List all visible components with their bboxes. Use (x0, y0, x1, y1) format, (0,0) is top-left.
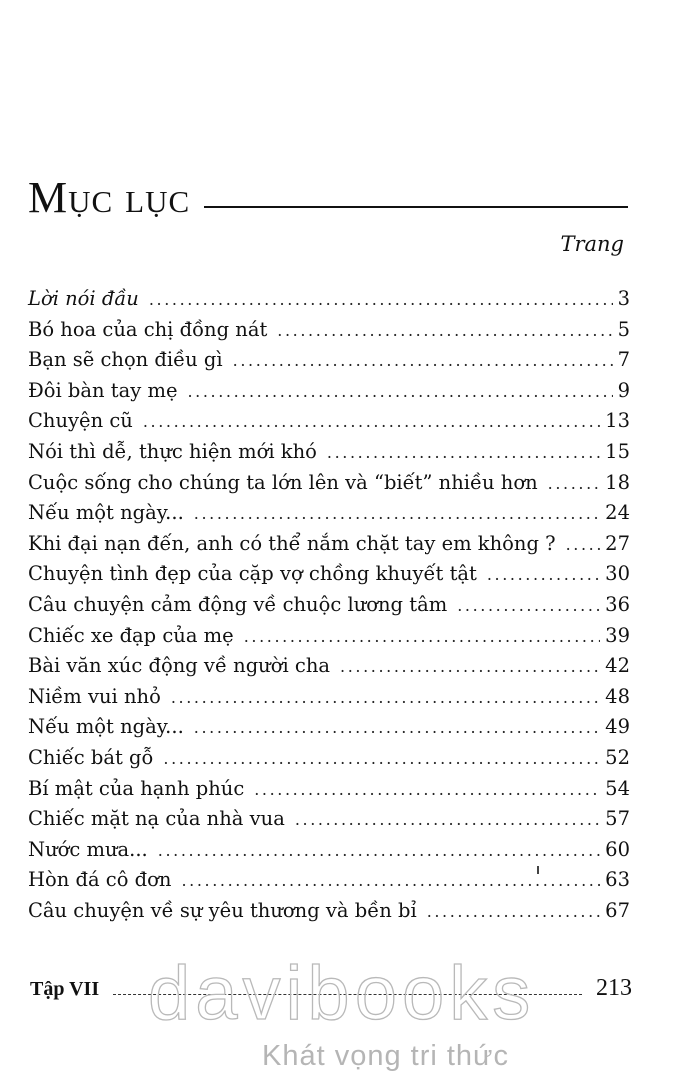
toc-entry-page: 13 (605, 409, 630, 433)
toc-entry-title: Nếu một ngày... (28, 501, 184, 525)
toc-entry-page: 67 (605, 898, 630, 922)
toc-entry (28, 777, 630, 808)
toc-entry (28, 868, 630, 899)
toc-entry-title: Chiếc bát gỗ (28, 745, 154, 769)
toc-entry-title: Lời nói đầu (28, 287, 139, 310)
toc-entry (28, 318, 630, 349)
toc-leader-dots (295, 810, 600, 829)
toc-entry (28, 685, 630, 716)
toc-entry-title: Chuyện tình đẹp của cặp vợ chồng khuyết tật (28, 562, 477, 586)
toc-entry-title: Nếu một ngày... (28, 715, 184, 739)
toc-entry (28, 838, 630, 869)
toc-entry-page: 49 (605, 715, 630, 739)
toc-leader-dots (487, 565, 600, 584)
toc-entry-page: 27 (605, 531, 630, 555)
toc-entry-title: Cuộc sống cho chúng ta lớn lên và “biết” nhiều hơn (28, 470, 538, 494)
toc-entry-title: Chiếc xe đạp của mẹ (28, 623, 234, 647)
toc-leader-dots (457, 596, 600, 615)
toc-leader-dots (163, 749, 600, 768)
toc-entry (28, 532, 630, 563)
toc-entry-title: Chuyện cũ (28, 409, 133, 433)
toc-entry (28, 654, 630, 685)
toc-leader-dots (277, 321, 612, 340)
toc-entry-page: 18 (605, 470, 630, 494)
toc-entry (28, 348, 630, 379)
toc-leader-dots (340, 657, 600, 676)
toc-leader-dots (158, 841, 600, 860)
toc-entry (28, 899, 630, 930)
toc-entry-page: 9 (617, 378, 630, 402)
toc-entry-title: Nói thì dễ, thực hiện mới khó (28, 439, 317, 463)
toc-entry (28, 287, 630, 318)
toc-entry-title: Chiếc mặt nạ của nhà vua (28, 807, 285, 831)
toc-entry-title: Bài văn xúc động về người cha (28, 654, 331, 678)
toc-list (28, 287, 630, 929)
toc-leader-dots (181, 871, 600, 890)
toc-entry-page: 48 (605, 684, 630, 708)
toc-entry-title: Bí mật của hạnh phúc (28, 776, 245, 800)
toc-leader-dots (427, 902, 600, 921)
scan-speck (537, 866, 539, 874)
toc-leader-dots (194, 718, 600, 737)
toc-entry-page: 5 (617, 317, 630, 341)
toc-leader-dots (188, 382, 613, 401)
toc-entry-title: Bạn sẽ chọn điều gì (28, 348, 223, 372)
toc-entry-page: 39 (605, 623, 630, 647)
watermark-brand: davibooks (148, 951, 536, 1036)
toc-entry (28, 807, 630, 838)
toc-leader-dots (548, 474, 601, 493)
toc-entry-page: 15 (605, 439, 630, 463)
toc-entry-title: Hòn đá cô đơn (28, 868, 172, 892)
toc-leader-dots (194, 504, 600, 523)
toc-entry-page: 36 (605, 592, 630, 616)
toc-entry-title: Nước mưa... (28, 837, 148, 861)
toc-entry-page: 42 (605, 654, 630, 678)
toc-leader-dots (233, 351, 613, 370)
toc-entry (28, 715, 630, 746)
toc-entry-page: 63 (605, 868, 630, 892)
page-number: 213 (596, 975, 632, 1001)
toc-entry-page: 7 (617, 348, 630, 372)
toc-entry-title: Niềm vui nhỏ (28, 684, 161, 708)
toc-entry-title: Câu chuyện về sự yêu thương và bền bỉ (28, 898, 417, 922)
toc-entry-title: Câu chuyện cảm động về chuộc lương tâm (28, 592, 448, 616)
toc-entry-page: 52 (605, 745, 630, 769)
toc-entry (28, 471, 630, 502)
toc-leader-dots (327, 443, 600, 462)
toc-heading (28, 170, 628, 220)
toc-leader-dots (149, 290, 613, 309)
watermark-slogan: Khát vọng tri thức (262, 1040, 509, 1072)
toc-leader-dots (254, 780, 600, 799)
toc-entry-page: 3 (617, 287, 630, 310)
toc-entry (28, 501, 630, 532)
page-column-label: Trang (560, 232, 624, 256)
toc-entry (28, 562, 630, 593)
toc-entry-page: 24 (605, 501, 630, 525)
toc-entry (28, 440, 630, 471)
toc-entry-title: Khi đại nạn đến, anh có thể nắm chặt tay em không ? (28, 531, 556, 555)
toc-leader-dots (566, 535, 601, 554)
toc-entry (28, 746, 630, 777)
heading-underline (204, 206, 628, 208)
toc-leader-dots (143, 412, 600, 431)
toc-entry (28, 379, 630, 410)
toc-entry (28, 593, 630, 624)
toc-entry-page: 30 (605, 562, 630, 586)
toc-leader-dots (171, 688, 600, 707)
toc-leader-dots (244, 627, 600, 646)
toc-entry (28, 624, 630, 655)
page-title: Mục lục (28, 173, 191, 222)
toc-entry-page: 57 (605, 807, 630, 831)
toc-entry (28, 409, 630, 440)
toc-entry-page: 60 (605, 837, 630, 861)
toc-entry-title: Đôi bàn tay mẹ (28, 378, 178, 402)
toc-entry-title: Bó hoa của chị đồng nát (28, 317, 268, 341)
toc-entry-page: 54 (605, 776, 630, 800)
volume-label: Tập VII (30, 978, 100, 1000)
